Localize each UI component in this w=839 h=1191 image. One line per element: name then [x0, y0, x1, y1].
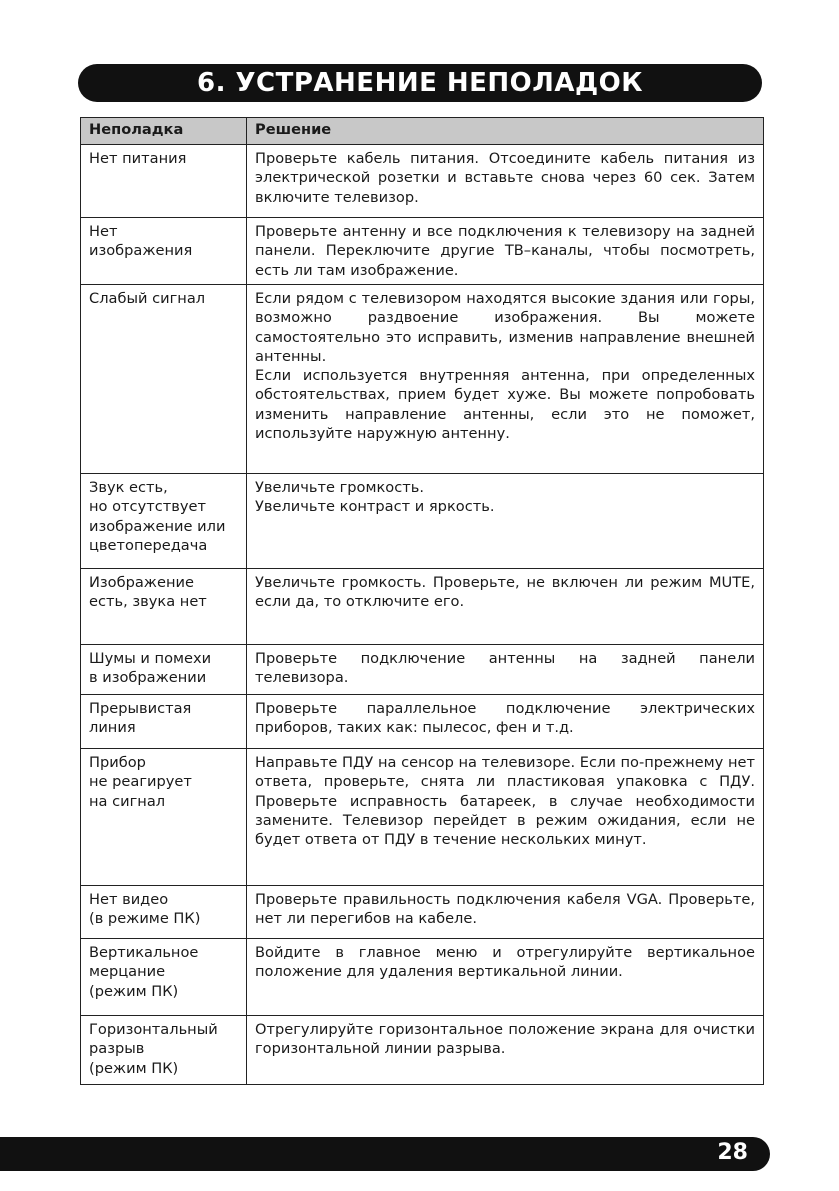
table-row [81, 218, 764, 285]
solution-text: Если используется внутренняя антенна, при определенных обстоятельствах, прием будет хуже. Вы можете попробовать изменить направление антенны, если это не поможет, используйте наружную антенну. [255, 367, 755, 443]
table-row [81, 749, 764, 886]
column-header-solution: Решение [247, 118, 764, 145]
problem-cell: Нет изображения [81, 218, 247, 285]
solution-cell [247, 285, 764, 474]
problem-cell: Слабый сигнал [81, 285, 247, 474]
solution-text: Проверьте правильность подключения кабеля VGA. Проверьте, нет ли перегибов на кабеле. [255, 891, 755, 928]
problem-cell: Шумы и помехи в изображении [81, 645, 247, 695]
solution-cell [247, 569, 764, 645]
problem-cell: Горизонтальный разрыв (режим ПК) [81, 1016, 247, 1085]
table-row [81, 474, 764, 569]
solution-cell [247, 695, 764, 749]
table-row [81, 886, 764, 939]
solution-text: Проверьте кабель питания. Отсоедините кабель питания из электрической розетки и вставьте снова через 60 сек. Затем включите телевизор. [255, 150, 755, 206]
solution-text: Направьте ПДУ на сенсор на телевизоре. Если по-прежнему нет ответа, проверьте, снята ли пластиковая упаковка с ПДУ. Проверьте исправность батареек, в случае необходимости замените. Телевизор перейдет в режим ожидания, если не будет ответа от ПДУ в течение нескольких минут. [255, 754, 755, 849]
solution-cell [247, 749, 764, 886]
solution-text: Увеличьте громкость. Проверьте, не включен ли режим MUTE, если да, то отключите его. [255, 574, 755, 611]
table-header-row [81, 118, 764, 145]
page-number: 28 [717, 1140, 748, 1165]
solution-text: Отрегулируйте горизонтальное положение экрана для очистки горизонтальной линии разрыва. [255, 1021, 755, 1058]
solution-cell [247, 939, 764, 1016]
table-row [81, 645, 764, 695]
problem-cell: Нет питания [81, 145, 247, 218]
solution-text: Проверьте подключение антенны на задней панели телевизора. [255, 650, 755, 687]
page-title: 6. УСТРАНЕНИЕ НЕПОЛАДОК [196, 68, 644, 98]
problem-cell: Прерывистая линия [81, 695, 247, 749]
solution-cell [247, 145, 764, 218]
troubleshooting-table [80, 117, 764, 1085]
solution-text: Если рядом с телевизором находятся высокие здания или горы, возможно раздвоение изображения. Вы можете самостоятельно это исправить, изменив направление внешней антенны. [255, 290, 755, 365]
problem-cell: Изображение есть, звука нет [81, 569, 247, 645]
solution-text: Войдите в главное меню и отрегулируйте вертикальное положение для удаления вертикальной линии. [255, 944, 755, 981]
problem-cell: Вертикальное мерцание (режим ПК) [81, 939, 247, 1016]
solution-text: Увеличьте контраст и яркость. [255, 498, 495, 516]
solution-cell [247, 218, 764, 285]
table-row [81, 145, 764, 218]
solution-text: Увеличьте громкость. [255, 479, 425, 496]
footer-bar [0, 1137, 770, 1171]
problem-cell: Прибор не реагирует на сигнал [81, 749, 247, 886]
problem-cell: Нет видео (в режиме ПК) [81, 886, 247, 939]
table-row [81, 695, 764, 749]
solution-cell [247, 1016, 764, 1085]
column-header-problem: Неполадка [81, 118, 247, 145]
table-row [81, 1016, 764, 1085]
table-row [81, 285, 764, 474]
section-title-bar [78, 64, 762, 102]
solution-text: Проверьте параллельное подключение электрических приборов, таких как: пылесос, фен и т.д. [255, 700, 755, 737]
solution-cell [247, 645, 764, 695]
table-row [81, 569, 764, 645]
solution-text: Проверьте антенну и все подключения к телевизору на задней панели. Переключите другие ТВ–каналы, чтобы посмотреть, есть ли там изображение. [255, 223, 755, 279]
problem-cell: Звук есть, но отсутствует изображение или цветопередача [81, 474, 247, 569]
table-row [81, 939, 764, 1016]
solution-cell [247, 886, 764, 939]
solution-cell [247, 474, 764, 569]
